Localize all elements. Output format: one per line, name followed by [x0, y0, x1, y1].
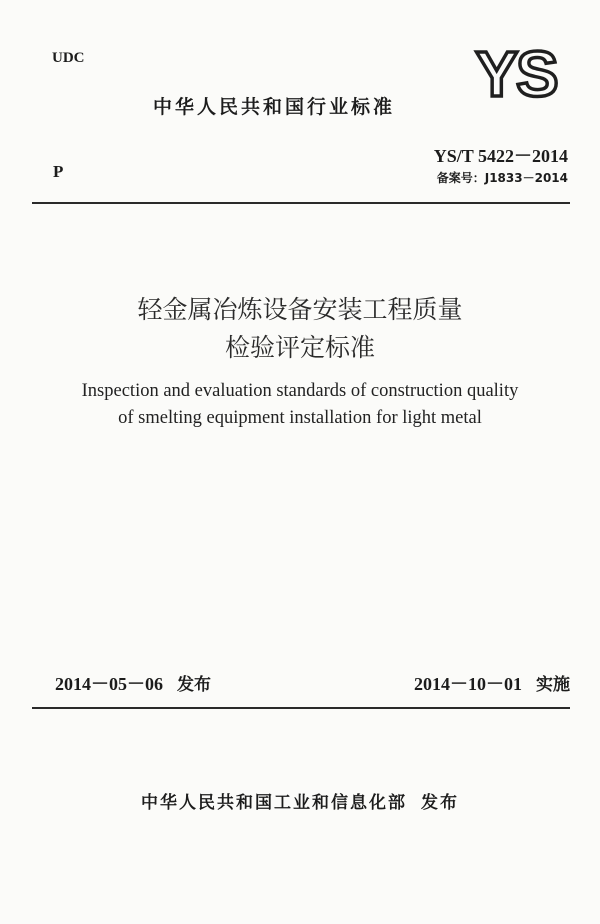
- classification-code: P: [53, 162, 64, 181]
- record-number: 备案号：J1833－2014: [436, 171, 568, 185]
- implement-date-value: 2014－10－01: [414, 674, 522, 694]
- implement-date: [414, 670, 570, 696]
- bottom-divider: [32, 707, 570, 709]
- issuer-label: 发布: [421, 793, 459, 813]
- issuer-name: 中华人民共和国工业和信息化部: [141, 793, 407, 813]
- issuer: [0, 788, 600, 813]
- top-divider: [32, 202, 570, 204]
- implement-date-label: 实施: [536, 675, 570, 695]
- ys-logo: [462, 42, 570, 106]
- title-en-line1: Inspection and evaluation standards of construction quality: [81, 381, 519, 401]
- standard-type: 中华人民共和国行业标准: [153, 96, 396, 118]
- ys-logo-text: YS: [475, 42, 557, 106]
- issue-date-value: 2014－05－06: [55, 674, 163, 694]
- standard-code: YS/T 5422－2014: [433, 146, 568, 166]
- title-zh-line1: 轻金属冶炼设备安装工程质量: [137, 295, 463, 324]
- title-zh-line2: 检验评定标准: [224, 333, 375, 362]
- issue-date-label: 发布: [177, 675, 211, 695]
- title-en-line2: of smelting equipment installation for light metal: [118, 408, 482, 428]
- issue-date: [55, 670, 211, 696]
- udc-label: UDC: [52, 50, 85, 66]
